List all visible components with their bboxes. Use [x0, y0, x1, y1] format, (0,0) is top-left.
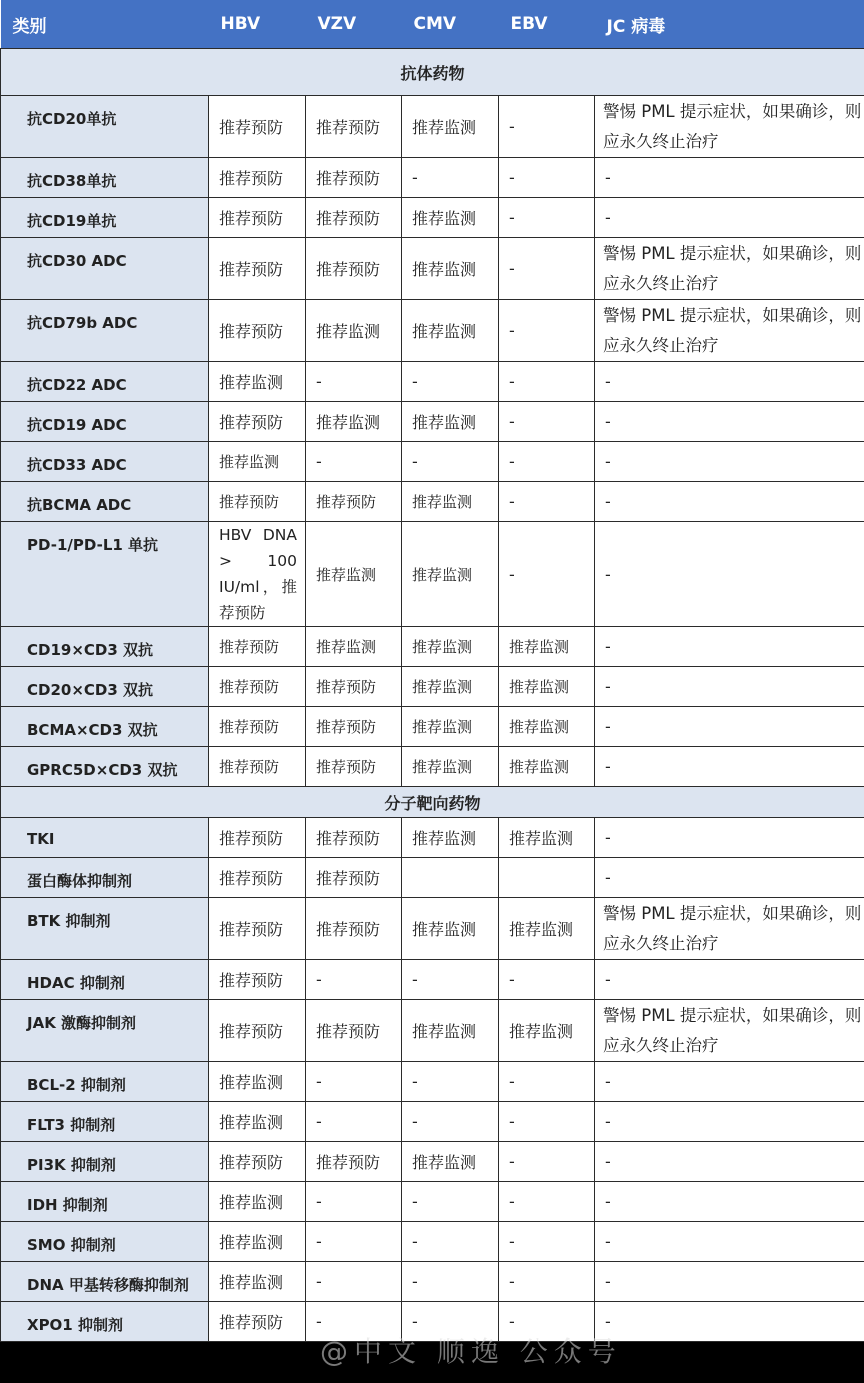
cmv-cell: 推荐监测 [402, 1142, 499, 1182]
hbv-cell: HBV DNA > 100 IU/ml，推荐预防 [209, 522, 306, 627]
hbv-cell: 推荐监测 [209, 362, 306, 402]
cmv-cell: - [402, 362, 499, 402]
drug-category: BCMA×CD3 双抗 [1, 707, 209, 747]
jc-virus-cell: - [595, 818, 864, 858]
jc-virus-cell: - [595, 482, 864, 522]
table-row [1, 1262, 864, 1302]
cmv-cell: - [402, 1102, 499, 1142]
cmv-cell: 推荐监测 [402, 96, 499, 158]
cmv-cell: - [402, 1222, 499, 1262]
table-row [1, 627, 864, 667]
cmv-cell: 推荐监测 [402, 522, 499, 627]
table-row [1, 522, 864, 627]
table-row [1, 858, 864, 898]
jc-virus-cell: 警惕 PML 提示症状，如果确诊，则应永久终止治疗 [595, 238, 864, 300]
vzv-cell: - [306, 960, 402, 1000]
jc-virus-cell: - [595, 522, 864, 627]
cmv-cell: - [402, 158, 499, 198]
ebv-cell: - [499, 1222, 595, 1262]
hbv-cell: 推荐监测 [209, 1102, 306, 1142]
jc-virus-cell: 警惕 PML 提示症状，如果确诊，则应永久终止治疗 [595, 1000, 864, 1062]
jc-virus-cell: - [595, 362, 864, 402]
ebv-cell: 推荐监测 [499, 1000, 595, 1062]
drug-category: TKI [1, 818, 209, 858]
cmv-cell: - [402, 960, 499, 1000]
vzv-cell: - [306, 442, 402, 482]
hbv-cell: 推荐预防 [209, 158, 306, 198]
vzv-cell: 推荐预防 [306, 898, 402, 960]
table-row [1, 960, 864, 1000]
table-row [1, 747, 864, 787]
ebv-cell: 推荐监测 [499, 747, 595, 787]
hbv-cell: 推荐预防 [209, 482, 306, 522]
vzv-cell: 推荐预防 [306, 158, 402, 198]
vzv-cell: 推荐预防 [306, 667, 402, 707]
jc-virus-cell: - [595, 198, 864, 238]
table-row [1, 1222, 864, 1262]
table-body [1, 49, 864, 1342]
watermark: @中文 顺逸 公众号 [320, 1335, 622, 1368]
ebv-cell: - [499, 442, 595, 482]
cmv-cell: 推荐监测 [402, 402, 499, 442]
jc-virus-cell: 警惕 PML 提示症状，如果确诊，则应永久终止治疗 [595, 898, 864, 960]
cmv-cell: - [402, 1262, 499, 1302]
hbv-cell: 推荐预防 [209, 960, 306, 1000]
ebv-cell: - [499, 1262, 595, 1302]
drug-category: GPRC5D×CD3 双抗 [1, 747, 209, 787]
drug-category: PI3K 抑制剂 [1, 1142, 209, 1182]
hbv-cell: 推荐预防 [209, 667, 306, 707]
ebv-cell: 推荐监测 [499, 898, 595, 960]
jc-virus-cell: - [595, 1142, 864, 1182]
hbv-cell: 推荐预防 [209, 898, 306, 960]
vzv-cell: 推荐预防 [306, 198, 402, 238]
drug-category: 抗CD19单抗 [1, 198, 209, 238]
vzv-cell: 推荐预防 [306, 1000, 402, 1062]
section-row [1, 49, 864, 96]
hbv-cell: 推荐预防 [209, 627, 306, 667]
jc-virus-cell: - [595, 960, 864, 1000]
ebv-cell: - [499, 482, 595, 522]
table-row [1, 667, 864, 707]
ebv-cell: - [499, 1102, 595, 1142]
drug-category: CD20×CD3 双抗 [1, 667, 209, 707]
cmv-cell: - [402, 1182, 499, 1222]
vzv-cell: 推荐预防 [306, 96, 402, 158]
table-row [1, 898, 864, 960]
hbv-cell: 推荐监测 [209, 442, 306, 482]
drug-category: 抗CD19 ADC [1, 402, 209, 442]
cmv-cell: 推荐监测 [402, 300, 499, 362]
section-title: 抗体药物 [1, 49, 864, 96]
jc-virus-cell: - [595, 747, 864, 787]
ebv-cell: - [499, 96, 595, 158]
vzv-cell: - [306, 1262, 402, 1302]
ebv-cell: 推荐监测 [499, 818, 595, 858]
table-row [1, 442, 864, 482]
jc-virus-cell: - [595, 667, 864, 707]
table-row [1, 198, 864, 238]
jc-virus-cell: - [595, 858, 864, 898]
header-jc-virus: JC 病毒 [595, 0, 864, 49]
hbv-cell: 推荐预防 [209, 818, 306, 858]
header-cmv: CMV [402, 0, 499, 49]
vzv-cell: 推荐监测 [306, 300, 402, 362]
ebv-cell [499, 858, 595, 898]
cmv-cell: 推荐监测 [402, 627, 499, 667]
ebv-cell: - [499, 300, 595, 362]
jc-virus-cell: - [595, 707, 864, 747]
vzv-cell: - [306, 1102, 402, 1142]
hbv-cell: 推荐预防 [209, 1000, 306, 1062]
header-vzv: VZV [306, 0, 402, 49]
jc-virus-cell: - [595, 158, 864, 198]
section-row [1, 787, 864, 818]
vzv-cell: 推荐预防 [306, 747, 402, 787]
hbv-cell: 推荐预防 [209, 238, 306, 300]
jc-virus-cell: 警惕 PML 提示症状，如果确诊，则应永久终止治疗 [595, 96, 864, 158]
hbv-cell: 推荐预防 [209, 858, 306, 898]
table-row [1, 482, 864, 522]
vzv-cell: - [306, 1222, 402, 1262]
drug-category: BTK 抑制剂 [1, 898, 209, 960]
drug-category: DNA 甲基转移酶抑制剂 [1, 1262, 209, 1302]
table-row [1, 1000, 864, 1062]
drug-category: CD19×CD3 双抗 [1, 627, 209, 667]
cmv-cell: 推荐监测 [402, 898, 499, 960]
drug-category: FLT3 抑制剂 [1, 1102, 209, 1142]
vzv-cell: 推荐预防 [306, 858, 402, 898]
header-row [1, 0, 864, 49]
table-row [1, 238, 864, 300]
table-row [1, 1142, 864, 1182]
drug-category: 蛋白酶体抑制剂 [1, 858, 209, 898]
drug-category: 抗CD38单抗 [1, 158, 209, 198]
vzv-cell: 推荐监测 [306, 402, 402, 442]
ebv-cell: - [499, 1182, 595, 1222]
drug-category: 抗BCMA ADC [1, 482, 209, 522]
drug-category: SMO 抑制剂 [1, 1222, 209, 1262]
table-row [1, 1102, 864, 1142]
ebv-cell: 推荐监测 [499, 627, 595, 667]
section-title: 分子靶向药物 [1, 787, 864, 818]
hbv-cell: 推荐预防 [209, 402, 306, 442]
drug-category: PD-1/PD-L1 单抗 [1, 522, 209, 627]
hbv-cell: 推荐预防 [209, 1302, 306, 1342]
vzv-cell: 推荐预防 [306, 482, 402, 522]
table-row [1, 402, 864, 442]
drug-category: 抗CD33 ADC [1, 442, 209, 482]
ebv-cell: - [499, 1062, 595, 1102]
cmv-cell: 推荐监测 [402, 818, 499, 858]
vzv-cell: 推荐预防 [306, 818, 402, 858]
vzv-cell: - [306, 362, 402, 402]
ebv-cell: - [499, 960, 595, 1000]
table-row [1, 300, 864, 362]
table-row [1, 1182, 864, 1222]
jc-virus-cell: - [595, 1062, 864, 1102]
drug-category: BCL-2 抑制剂 [1, 1062, 209, 1102]
vzv-cell: 推荐预防 [306, 1142, 402, 1182]
jc-virus-cell: - [595, 1102, 864, 1142]
ebv-cell: - [499, 522, 595, 627]
vzv-cell: - [306, 1302, 402, 1342]
drug-category: 抗CD30 ADC [1, 238, 209, 300]
table-row [1, 158, 864, 198]
drug-category: 抗CD20单抗 [1, 96, 209, 158]
cmv-cell: 推荐监测 [402, 747, 499, 787]
drug-category: JAK 激酶抑制剂 [1, 1000, 209, 1062]
drug-category: IDH 抑制剂 [1, 1182, 209, 1222]
jc-virus-cell: - [595, 1182, 864, 1222]
ebv-cell: - [499, 1142, 595, 1182]
hbv-cell: 推荐监测 [209, 1222, 306, 1262]
ebv-cell: 推荐监测 [499, 707, 595, 747]
hbv-cell: 推荐监测 [209, 1182, 306, 1222]
hbv-cell: 推荐预防 [209, 96, 306, 158]
ebv-cell: 推荐监测 [499, 667, 595, 707]
header-ebv: EBV [499, 0, 595, 49]
hbv-cell: 推荐预防 [209, 707, 306, 747]
jc-virus-cell: - [595, 442, 864, 482]
vzv-cell: 推荐监测 [306, 627, 402, 667]
ebv-cell: - [499, 1302, 595, 1342]
table-row [1, 818, 864, 858]
cmv-cell: 推荐监测 [402, 707, 499, 747]
cmv-cell: - [402, 442, 499, 482]
vzv-cell: 推荐预防 [306, 707, 402, 747]
hbv-cell: 推荐预防 [209, 747, 306, 787]
hbv-cell: 推荐预防 [209, 300, 306, 362]
cmv-cell: 推荐监测 [402, 667, 499, 707]
jc-virus-cell: - [595, 627, 864, 667]
header-hbv: HBV [209, 0, 306, 49]
drug-category: XPO1 抑制剂 [1, 1302, 209, 1342]
drug-category: 抗CD79b ADC [1, 300, 209, 362]
jc-virus-cell: - [595, 1262, 864, 1302]
cmv-cell: - [402, 1062, 499, 1102]
table-row [1, 96, 864, 158]
hbv-cell: 推荐预防 [209, 1142, 306, 1182]
drug-category: HDAC 抑制剂 [1, 960, 209, 1000]
cmv-cell: 推荐监测 [402, 238, 499, 300]
hbv-cell: 推荐监测 [209, 1062, 306, 1102]
ebv-cell: - [499, 238, 595, 300]
jc-virus-cell: 警惕 PML 提示症状，如果确诊，则应永久终止治疗 [595, 300, 864, 362]
vzv-cell: 推荐监测 [306, 522, 402, 627]
cmv-cell: 推荐监测 [402, 482, 499, 522]
vzv-cell: - [306, 1182, 402, 1222]
hbv-cell: 推荐预防 [209, 198, 306, 238]
header-category: 类别 [1, 0, 209, 49]
vzv-cell: - [306, 1062, 402, 1102]
cmv-cell: 推荐监测 [402, 1000, 499, 1062]
drug-category: 抗CD22 ADC [1, 362, 209, 402]
jc-virus-cell: - [595, 1222, 864, 1262]
table-row [1, 1062, 864, 1102]
vzv-cell: 推荐预防 [306, 238, 402, 300]
cmv-cell [402, 858, 499, 898]
cmv-cell: 推荐监测 [402, 198, 499, 238]
ebv-cell: - [499, 198, 595, 238]
hbv-cell: 推荐监测 [209, 1262, 306, 1302]
ebv-cell: - [499, 402, 595, 442]
cmv-cell: - [402, 1302, 499, 1342]
jc-virus-cell: - [595, 402, 864, 442]
table-row [1, 362, 864, 402]
jc-virus-cell: - [595, 1302, 864, 1342]
table-row [1, 707, 864, 747]
ebv-cell: - [499, 158, 595, 198]
ebv-cell: - [499, 362, 595, 402]
